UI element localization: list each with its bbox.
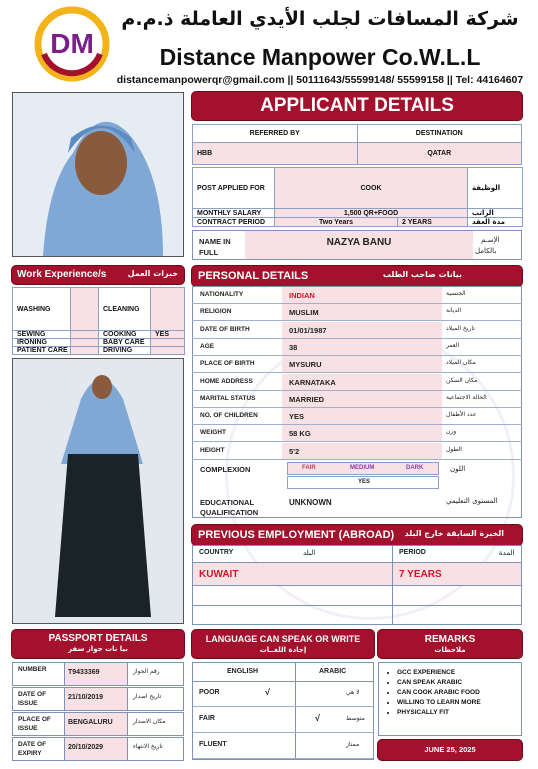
- company-name-english: Distance Manpower Co.W.L.L: [159, 44, 481, 70]
- language-level-2: FLUENT: [199, 741, 227, 748]
- personal-label-8: WEIGHT: [200, 429, 226, 437]
- previous-employment-title: PREVIOUS EMPLOYMENT (ABROAD): [198, 529, 395, 541]
- passport-label-line1-1: DATE OF: [18, 691, 47, 698]
- remark-item: • CAN COOK ARABIC FOOD: [397, 688, 481, 698]
- personal-value-6: MARRIED: [289, 394, 324, 404]
- language-arabic-value-1: √: [315, 713, 320, 723]
- salary-label: MONTHLY SALARY: [193, 209, 275, 218]
- passport-value-2: BENGALURU: [68, 719, 113, 726]
- personal-label-ar-4: مكان الميلاد: [446, 359, 476, 367]
- contract-value-years: 2 YEARS: [398, 218, 468, 227]
- personal-label-1: RELIGION: [200, 308, 232, 316]
- personal-details-title-bar: [192, 266, 522, 286]
- name-label-ar-line1: الإسـم: [481, 236, 500, 244]
- passport-label-line2-3: EXPIRY: [18, 750, 42, 757]
- post-label-ar: الوظيفة: [468, 168, 523, 209]
- destination-value: QATAR: [357, 143, 522, 165]
- skill-sewing: SEWING: [13, 331, 71, 339]
- remarks-list: [397, 668, 481, 718]
- personal-details-title-ar: بيانات صاحب الطلب: [382, 270, 462, 279]
- referral-table: [192, 124, 522, 165]
- referred-by-label: REFERRED BY: [193, 125, 358, 143]
- passport-label-line2-1: ISSUE: [18, 700, 38, 707]
- passport-title-ar: بيا نات جواز سفر: [68, 645, 128, 653]
- language-level-1: FAIR: [199, 715, 215, 722]
- complexion-label-ar: اللون: [450, 465, 466, 473]
- work-experience-title-ar: خبرات العمل: [127, 269, 178, 278]
- skill-cleaning-value: [151, 288, 185, 331]
- personal-label-4: PLACE OF BIRTH: [200, 360, 255, 368]
- work-experience-title: Work Experience/s: [17, 269, 107, 280]
- skill-patient-care-value: [71, 347, 99, 355]
- remark-item: • PHYSICALLY FIT: [397, 708, 481, 718]
- personal-label-ar-8: وزن: [446, 428, 457, 436]
- skill-baby-care: BABY CARE: [99, 339, 151, 347]
- passport-value-0: T9433369: [68, 669, 100, 676]
- job-table: [192, 167, 523, 227]
- personal-value-cell: [282, 408, 442, 424]
- skill-sewing-value: [71, 331, 99, 339]
- language-english-header: ENGLISH: [227, 668, 259, 675]
- personal-label-ar-1: الديانة: [446, 307, 462, 315]
- passport-label-ar-0: رقم الجواز: [133, 668, 160, 675]
- education-label-ar: المستوى التعليمي: [446, 497, 498, 505]
- portrait-illustration: [13, 93, 183, 256]
- passport-label-ar-3: تاريخ الانتهاء: [133, 743, 163, 750]
- salary-value: 1,500 QR+FOOD: [275, 209, 468, 218]
- skill-cooking-value: YES: [151, 331, 185, 339]
- full-length-illustration: [13, 359, 183, 623]
- remark-item: • CAN SPEAK ARABIC: [397, 678, 481, 688]
- personal-label-ar-6: الحالة الاجتماعية: [446, 393, 487, 401]
- passport-label-line2-2: ISSUE: [18, 725, 38, 732]
- skill-washing: WASHING: [13, 288, 71, 331]
- personal-label-0: NATIONALITY: [200, 291, 244, 298]
- remark-item: • WILLING TO LEARN MORE: [397, 698, 481, 708]
- personal-details-title: PERSONAL DETAILS: [198, 270, 309, 282]
- language-level-ar-1: متوسط: [346, 715, 365, 722]
- salary-label-ar: الراتب: [468, 209, 523, 218]
- language-level-ar-2: ممتاز: [346, 741, 360, 748]
- complexion-value: YES: [358, 479, 371, 485]
- skill-cooking: COOKING: [99, 331, 151, 339]
- personal-label-2: DATE OF BIRTH: [200, 325, 250, 333]
- personal-label-7: NO. OF CHILDREN: [200, 412, 258, 420]
- name-box: [192, 230, 522, 260]
- language-level-ar-0: لا هي: [346, 689, 360, 696]
- country-label-ar: البلد: [303, 549, 316, 557]
- language-row-divider: [193, 758, 373, 759]
- language-title-bar: [192, 630, 374, 658]
- previous-employment-title-bar: [192, 525, 522, 545]
- personal-label-ar-3: العمر: [446, 341, 460, 349]
- personal-label-6: MARITAL STATUS: [200, 394, 256, 402]
- personal-label-ar-5: مكان السكن: [446, 376, 478, 384]
- personal-label-ar-7: عدد الأطفال: [446, 411, 477, 419]
- personal-value-8: 58 KG: [289, 429, 311, 439]
- remark-item: • GCC EXPERIENCE: [397, 668, 481, 678]
- personal-value-5: KARNATAKA: [289, 377, 336, 387]
- language-row-divider: [193, 706, 373, 707]
- passport-value-3: 20/10/2029: [68, 744, 104, 751]
- personal-value-cell: [282, 339, 442, 355]
- skill-cleaning: CLEANING: [99, 288, 151, 331]
- period-label: PERIOD: [399, 549, 426, 556]
- complexion-option-medium: MEDIUM: [350, 465, 375, 471]
- post-value: COOK: [275, 168, 468, 209]
- personal-label-5: HOME ADDRESS: [200, 377, 253, 385]
- applicant-full-length-photo: [12, 358, 184, 624]
- remarks-title: REMARKS: [424, 634, 476, 645]
- personal-value-9: 5'2: [289, 446, 300, 456]
- work-experience-title-bar: [12, 266, 184, 284]
- education-label-line1: EDUCATIONAL: [200, 498, 255, 507]
- personal-label-ar-9: الطول: [446, 445, 462, 453]
- passport-label-ar-2: مكان الاصدار: [133, 718, 166, 725]
- applicant-details-title: APPLICANT DETAILS: [192, 92, 522, 120]
- language-title-ar: إجادة اللغــات: [259, 646, 307, 654]
- company-logo: [34, 6, 110, 82]
- destination-label: DESTINATION: [357, 125, 522, 143]
- remarks-date-bar: [378, 740, 522, 760]
- personal-value-4: MYSURU: [289, 360, 322, 370]
- post-label: POST APPLIED FOR: [193, 168, 275, 209]
- skill-driving-value: [151, 347, 185, 355]
- education-value: UNKNOWN: [289, 498, 332, 507]
- contract-label: CONTRACT PERIOD: [193, 218, 275, 227]
- personal-value-3: 38: [289, 342, 298, 352]
- skill-patient-care: PATIENT CARE: [13, 347, 71, 355]
- applicant-portrait-photo: [12, 92, 184, 257]
- work-experience-table: [12, 287, 185, 355]
- svg-text:DM: DM: [50, 28, 94, 59]
- complexion-label: COMPLEXION: [200, 465, 251, 474]
- passport-label-line1-2: PLACE OF: [18, 716, 51, 723]
- language-arabic-header: ARABIC: [319, 668, 347, 675]
- referred-by-value: HBB: [193, 143, 358, 165]
- language-level-0: POOR: [199, 689, 220, 696]
- personal-label-9: HEIGHT: [200, 446, 225, 454]
- complexion-options: [287, 462, 439, 475]
- skill-ironing: IRONING: [13, 339, 71, 347]
- language-row-divider: [193, 732, 373, 733]
- personal-value-7: YES: [289, 412, 305, 422]
- name-label-ar-line2: بالكامل: [475, 247, 497, 255]
- name-value: NAZYA BANU: [326, 237, 392, 248]
- company-contact: distancemanpowerqr@gmail.com || 50111643/55599148/ 55599158 || Tel: 44164607: [116, 74, 524, 86]
- country-label: COUNTRY: [199, 549, 234, 556]
- period-label-ar: المدة: [499, 549, 515, 557]
- remarks-date: JUNE 25, 2025: [424, 745, 476, 754]
- passport-value-1: 21/10/2019: [68, 694, 104, 701]
- passport-label-ar-1: تاريخ اصدار: [133, 693, 162, 700]
- skill-baby-care-value: [151, 339, 185, 347]
- language-title: LANGUAGE CAN SPEAK OR WRITE: [205, 634, 361, 644]
- skill-washing-value: [71, 288, 99, 331]
- company-name-arabic: شركة المسافات لجلب الأيدي العاملة ذ.م.م: [121, 8, 519, 30]
- passport-label-line1-0: NUMBER: [18, 666, 47, 673]
- passport-title: PASSPORT DETAILS: [48, 633, 148, 644]
- remarks-title-bar: [378, 630, 522, 658]
- previous-employment-box: [192, 545, 522, 625]
- personal-value-2: 01/01/1987: [289, 325, 327, 335]
- name-label-line2: FULL: [199, 248, 219, 257]
- previous-period: 7 YEARS: [399, 569, 442, 580]
- personal-value-0: INDIAN: [289, 291, 315, 300]
- remarks-title-ar: ملاحظات: [434, 646, 466, 654]
- personal-row-divider: [192, 459, 522, 460]
- contract-value-text: Two Years: [275, 218, 398, 227]
- personal-value-cell: [282, 443, 442, 459]
- name-label-line1: NAME IN: [199, 237, 231, 246]
- personal-value-1: MUSLIM: [289, 308, 319, 318]
- skill-driving: DRIVING: [99, 347, 151, 355]
- personal-label-3: AGE: [200, 342, 215, 350]
- skill-ironing-value: [71, 339, 99, 347]
- contract-label-ar: مدة العقد: [468, 218, 523, 227]
- remarks-box: [378, 662, 522, 736]
- previous-country: KUWAIT: [199, 569, 239, 580]
- previous-employment-title-ar: الخبرة السابقة خارج البلد: [404, 529, 504, 538]
- passport-label-line1-3: DATE OF: [18, 741, 47, 748]
- language-english-value-0: √: [265, 687, 270, 697]
- passport-title-bar: [12, 630, 184, 658]
- complexion-option-fair: FAIR: [302, 465, 316, 471]
- personal-label-ar-2: تاريخ الميلاد: [446, 324, 475, 332]
- complexion-value-row: [287, 476, 439, 489]
- complexion-option-dark: DARK: [406, 465, 424, 471]
- personal-label-ar-0: الجنسية: [446, 290, 466, 297]
- education-label-line2: QUALIFICATION: [200, 508, 259, 517]
